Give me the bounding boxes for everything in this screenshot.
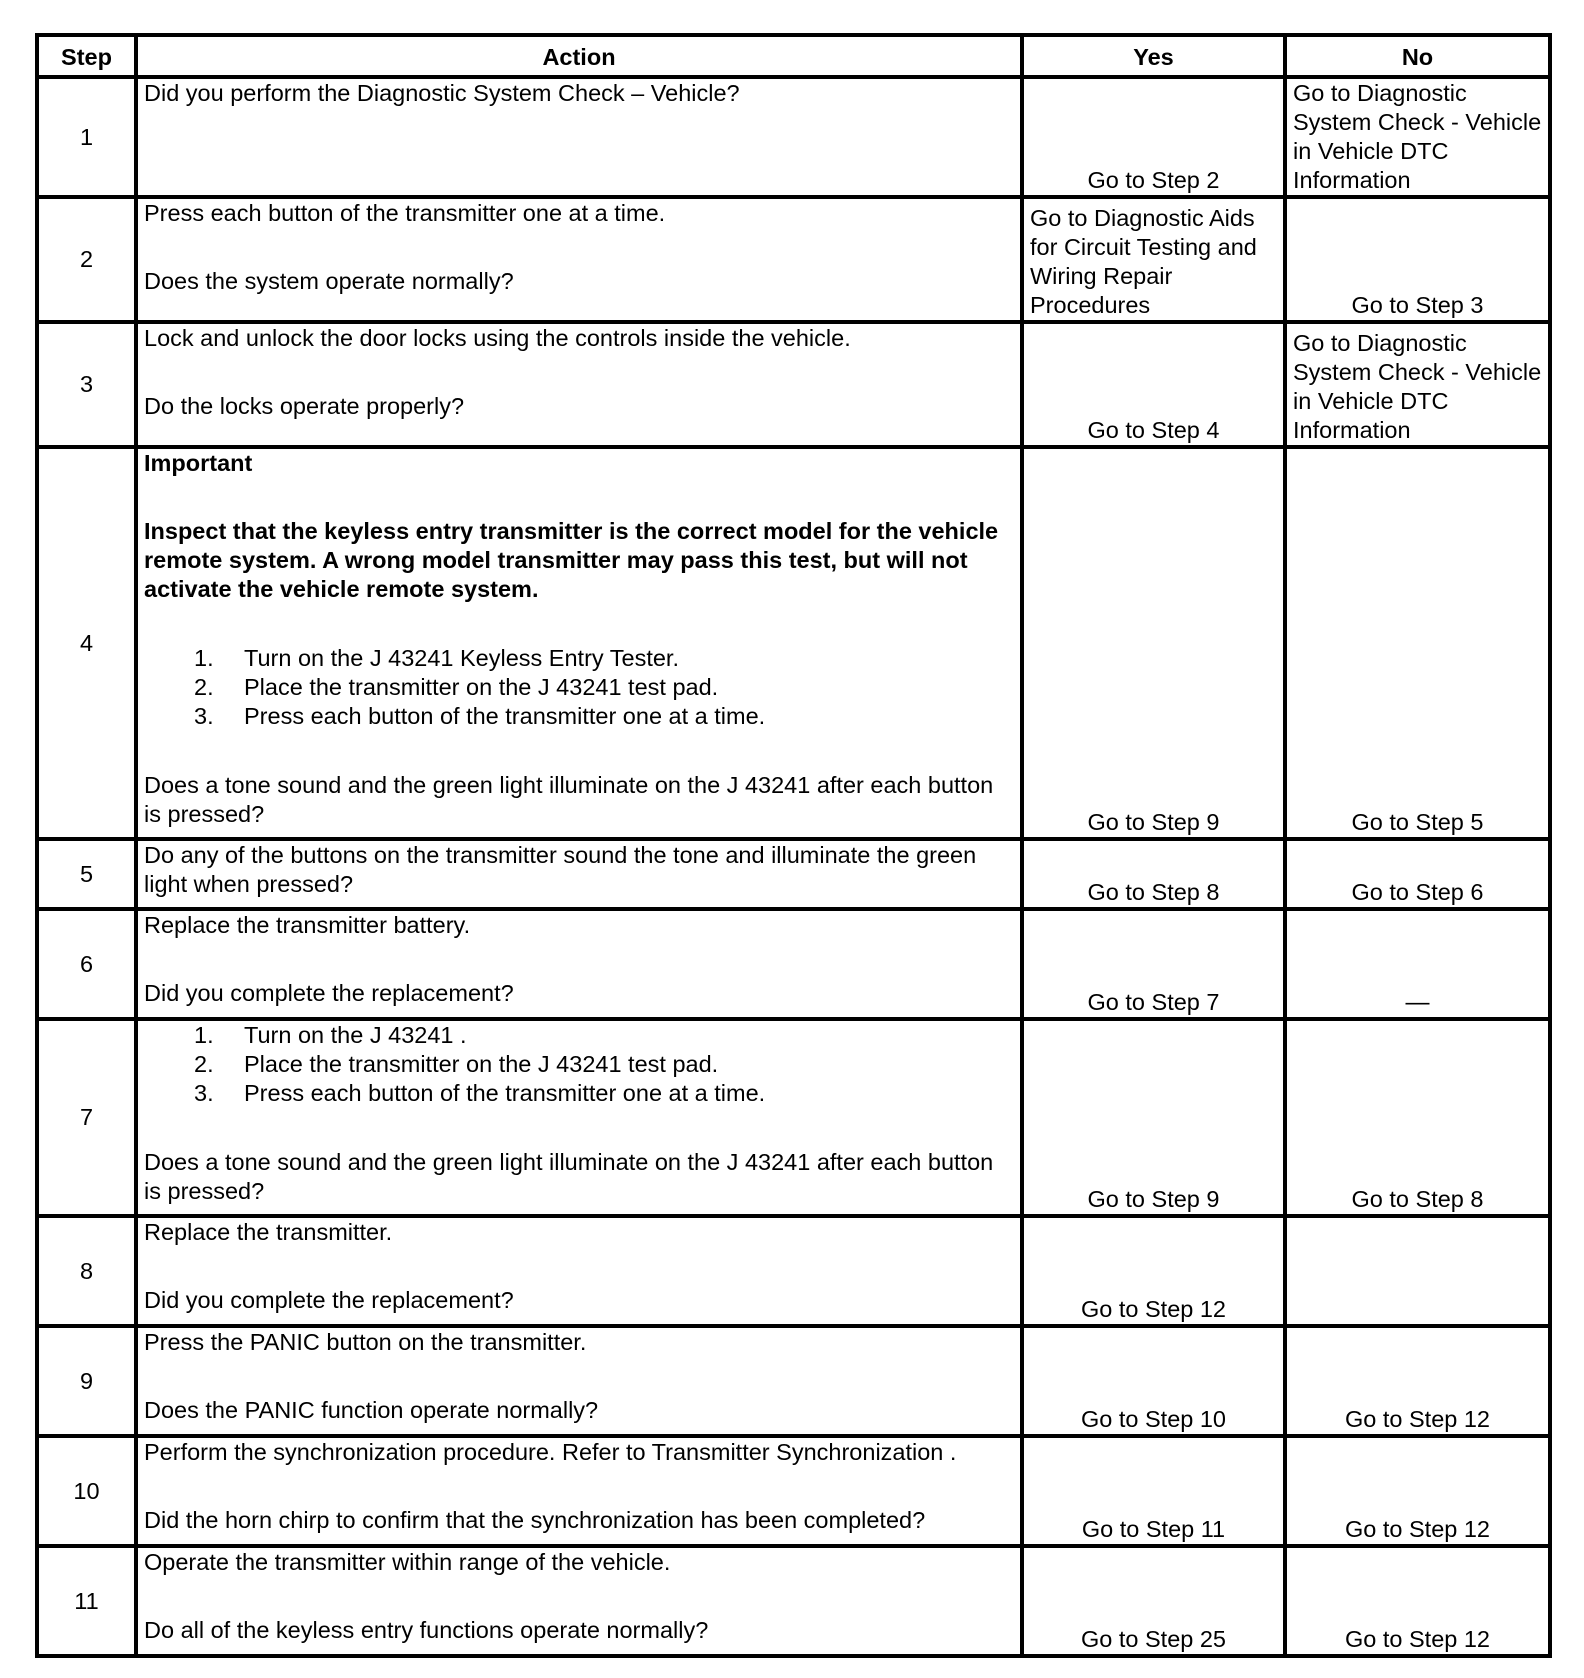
list-item: 2. Place the transmitter on the J 43241 test pad. [194,1051,719,1077]
no-cell [1285,909,1550,1019]
yes-cell [1022,1436,1285,1546]
list-item: 3. Press each button of the transmitter one at a time. [194,703,766,729]
yes-result: Go to Step 8 [1087,879,1220,905]
no-result: Go to Diagnostic System Check - Vehicle in Vehicle DTC Information [1293,80,1542,193]
no-cell [1285,839,1550,909]
action-cell [136,1436,1022,1546]
action-text: Operate the transmitter within range of the vehicle. [144,1549,671,1575]
table-row [37,839,1550,909]
no-result: Go to Step 6 [1351,879,1484,905]
table-row [37,322,1550,447]
yes-result: Go to Step 9 [1087,809,1220,835]
action-text: Perform the synchronization procedure. Refer to Transmitter Synchronization . [144,1439,957,1465]
yes-cell [1022,1216,1285,1326]
action-question: Does the system operate normally? [144,268,514,294]
no-result: Go to Diagnostic System Check - Vehicle in Vehicle DTC Information [1293,330,1542,443]
step-number: 4 [37,447,136,839]
no-result: Go to Step 12 [1344,1406,1491,1432]
action-text: Replace the transmitter battery. [144,912,471,938]
yes-cell [1022,1326,1285,1436]
no-result: — [1405,989,1430,1016]
yes-cell [1022,1019,1285,1216]
header-row [37,35,1550,77]
action-text: Did you perform the Diagnostic System Check – Vehicle? [144,80,740,106]
table-row [37,447,1550,839]
step-number: 9 [37,1326,136,1436]
header-step: Step [37,35,136,77]
list-item: 3. Press each button of the transmitter one at a time. [194,1080,766,1106]
action-question: Does a tone sound and the green light illuminate on the J 43241 after each button is pressed? [144,1149,994,1204]
no-cell [1285,1436,1550,1546]
table-row [37,1019,1550,1216]
yes-result: Go to Step 10 [1080,1406,1227,1432]
list-item: 2. Place the transmitter on the J 43241 test pad. [194,674,719,700]
yes-result: Go to Step 4 [1087,417,1220,443]
action-cell [136,197,1022,322]
no-result: Go to Step 8 [1351,1186,1484,1212]
no-cell [1285,197,1550,322]
action-question: Did you complete the replacement? [144,980,514,1006]
no-result: Go to Step 12 [1344,1626,1491,1652]
no-cell [1285,447,1550,839]
action-text: Press each button of the transmitter one at a time. [144,200,666,226]
important-text: Inspect that the keyless entry transmitter is the correct model for the vehicle remote system. A wrong model transmitter may pass this test, but will not activate the vehicle remote system. [144,518,999,602]
action-question: Does a tone sound and the green light illuminate on the J 43241 after each button is pressed? [144,772,994,827]
action-text: Lock and unlock the door locks using the controls inside the vehicle. [144,325,851,351]
important-title: Important [144,450,253,476]
action-cell [136,1546,1022,1656]
no-cell [1285,1216,1550,1326]
yes-result: Go to Step 2 [1087,167,1220,193]
step-number: 10 [37,1436,136,1546]
action-question: Do all of the keyless entry functions operate normally? [144,1617,709,1643]
step-number: 5 [37,839,136,909]
table-row [37,1436,1550,1546]
step-number: 1 [37,77,136,197]
step-number: 2 [37,197,136,322]
substep-list [144,644,1014,731]
table-row [37,197,1550,322]
yes-result: Go to Step 12 [1080,1296,1227,1322]
action-text: Press the PANIC button on the transmitter. [144,1329,587,1355]
action-cell [136,1326,1022,1436]
action-cell [136,1216,1022,1326]
action-cell [136,839,1022,909]
no-result: Go to Step 12 [1344,1516,1491,1542]
yes-result: Go to Step 25 [1080,1626,1227,1652]
action-cell [136,1019,1022,1216]
yes-cell [1022,839,1285,909]
action-question: Did the horn chirp to confirm that the synchronization has been completed? [144,1507,926,1533]
action-question: Do the locks operate properly? [144,393,465,419]
step-number: 7 [37,1019,136,1216]
action-text: Do any of the buttons on the transmitter sound the tone and illuminate the green light when pressed? [144,842,977,897]
no-cell [1285,1546,1550,1656]
header-no: No [1285,35,1550,77]
list-item: 1. Turn on the J 43241 . [194,1022,467,1048]
action-text: Replace the transmitter. [144,1219,393,1245]
action-cell [136,322,1022,447]
table-row [37,1546,1550,1656]
list-item: 1. Turn on the J 43241 Keyless Entry Tester. [194,645,679,671]
step-number: 11 [37,1546,136,1656]
yes-cell [1022,909,1285,1019]
substep-list [144,1021,1014,1108]
no-result: Go to Step 3 [1351,292,1484,318]
yes-cell [1022,322,1285,447]
no-cell [1285,322,1550,447]
yes-cell [1022,197,1285,322]
action-cell [136,909,1022,1019]
yes-cell [1022,447,1285,839]
no-result: Go to Step 5 [1351,809,1484,835]
diagnostic-table [35,33,1552,1658]
no-cell [1285,1326,1550,1436]
step-number: 6 [37,909,136,1019]
yes-cell [1022,77,1285,197]
yes-cell [1022,1546,1285,1656]
table-row [37,77,1550,197]
yes-result: Go to Step 9 [1087,1186,1220,1212]
yes-result: Go to Diagnostic Aids for Circuit Testing and Wiring Repair Procedures [1030,205,1257,318]
table-row [37,1326,1550,1436]
action-question: Did you complete the replacement? [144,1287,514,1313]
yes-result: Go to Step 7 [1087,989,1220,1015]
step-number: 3 [37,322,136,447]
header-action: Action [136,35,1022,77]
action-cell [136,447,1022,839]
table-row [37,909,1550,1019]
action-question: Does the PANIC function operate normally? [144,1397,599,1423]
table-row [37,1216,1550,1326]
step-number: 8 [37,1216,136,1326]
no-cell [1285,77,1550,197]
yes-result: Go to Step 11 [1081,1516,1226,1542]
header-yes: Yes [1022,35,1285,77]
no-cell [1285,1019,1550,1216]
action-cell [136,77,1022,197]
